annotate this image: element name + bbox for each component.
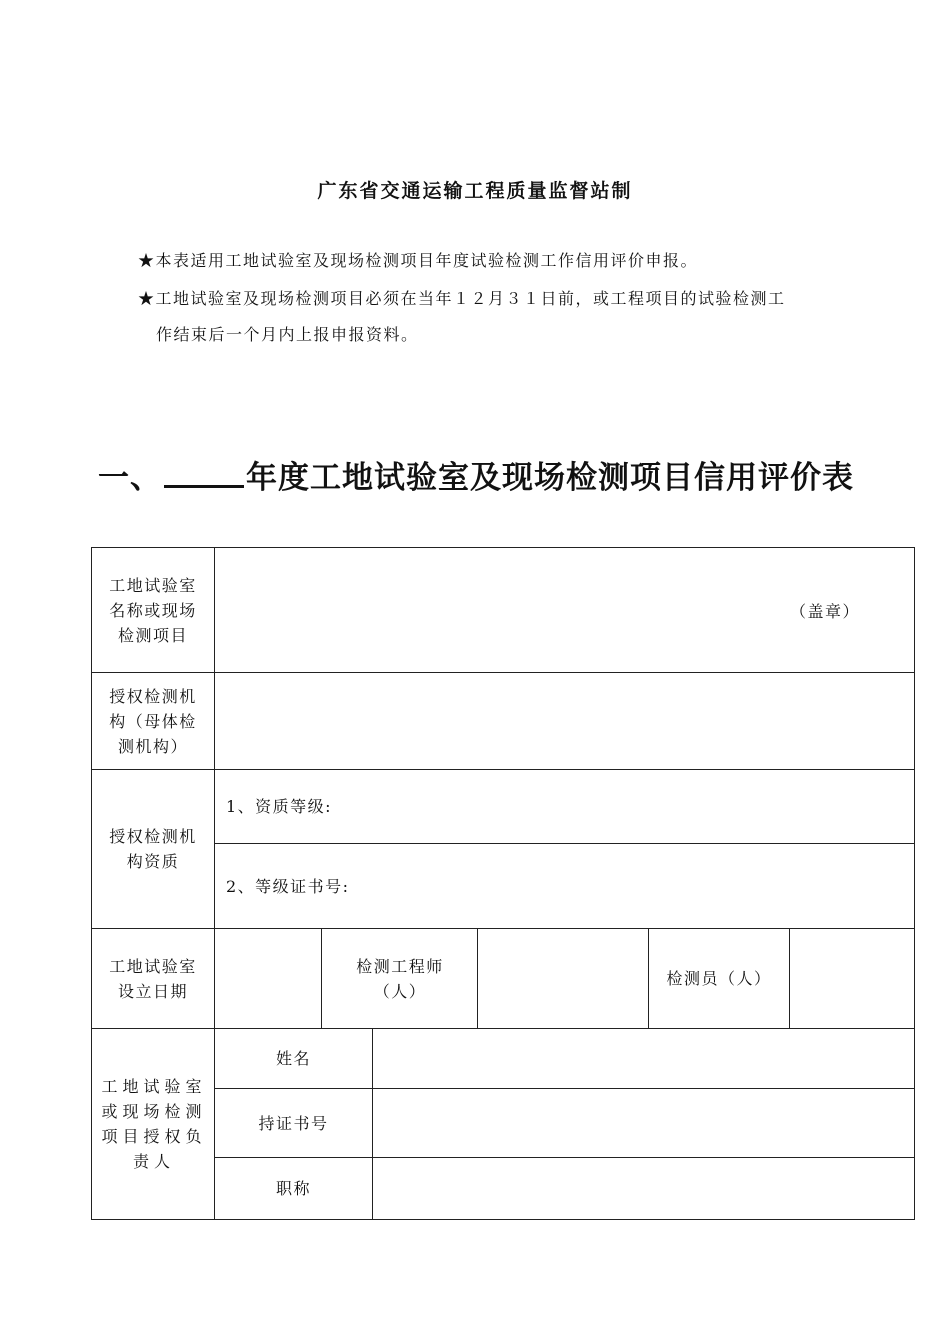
setup-date-label: 工地试验室设立日期 [109,956,197,1001]
table-border-right [914,547,915,1220]
inspectors-label: 检测员（人） [666,969,772,988]
note-3: 作结束后一个月内上报申报资料。 [156,325,419,344]
qualification-label: 授权检测机构资质 [109,827,197,871]
name-value[interactable] [373,1029,914,1088]
engineers-label: 检测工程师（人） [356,956,444,1001]
table-border-left [91,547,92,1220]
engineers-value[interactable] [478,929,648,1028]
inspectors-value[interactable] [790,929,914,1028]
title-value[interactable] [373,1158,914,1219]
title-label: 职称 [275,1179,311,1198]
year-blank[interactable] [164,459,244,488]
form-heading [98,452,898,497]
cert-no-label: 持证书号 [258,1113,329,1133]
authorized-org-label: 授权检测机构（母体检测机构） [109,686,197,756]
seal-label: （盖章） [789,601,860,621]
responsible-label: 工地试验室或现场检测项目授权负责人 [101,1077,207,1171]
note-1: ★本表适用工地试验室及现场检测项目年度试验检测工作信用评价申报。 [138,251,699,270]
row4-div-1 [321,928,322,1028]
heading-prefix: 一、 [98,460,162,496]
setup-date-value[interactable] [215,929,321,1028]
issuer-title: 广东省交通运输工程质量监督站制 [317,180,633,202]
note-2: ★工地试验室及现场检测项目必须在当年１２月３１日前，或工程项目的试验检测工 [138,289,786,308]
qualification-grade[interactable]: 1、资质等级: [226,797,333,816]
cert-no-value[interactable] [373,1089,914,1157]
certificate-number[interactable]: 2、等级证书号: [226,876,350,896]
name-label: 姓名 [275,1049,311,1068]
lab-name-label: 工地试验室名称或现场检测项目 [109,575,197,645]
authorized-org-value[interactable] [215,673,914,769]
heading-suffix: 年度工地试验室及现场检测项目信用评价表 [246,460,854,496]
